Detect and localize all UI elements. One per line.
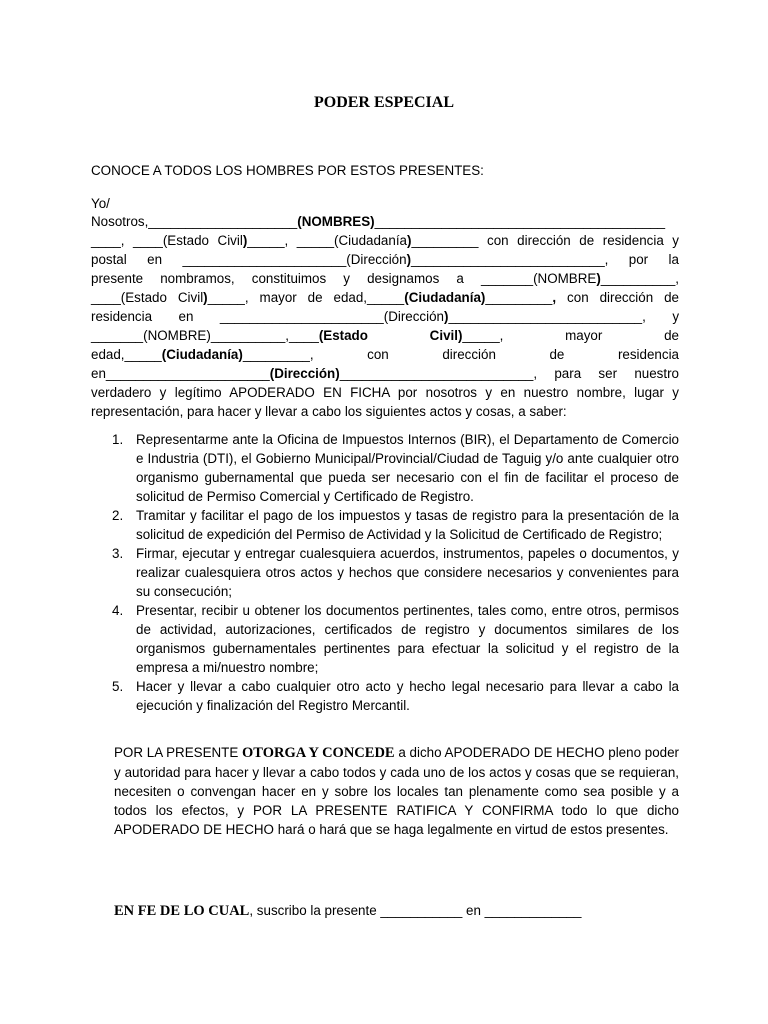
- line-segment: _________: [485, 290, 553, 305]
- line-segment: (Dirección): [269, 366, 340, 381]
- paragraph-line: [91, 250, 679, 269]
- yo-line: Yo/: [91, 196, 110, 211]
- line-segment: __________________________, para ser nuestro: [339, 366, 679, 381]
- line-segment: (Estado Civil): [318, 328, 463, 343]
- grant-paragraph: [114, 743, 679, 839]
- line-segment: _____, mayor de: [462, 328, 680, 343]
- closing-text: , suscribo la presente ___________ en _____________: [249, 903, 582, 918]
- list-item: [91, 677, 679, 715]
- list-text: Presentar, recibir u obtener los documentos pertinentes, tales como, entre otros, permisos de actividad, autorizaciones, certificados de registro y documentos similares de los organismos gubernamentales pertinentes para efectuar la solicitud y el registro de la empresa a mi/nuestro nombre;: [136, 603, 679, 675]
- line-segment: Nosotros,____________________: [91, 214, 298, 229]
- line-segment: ): [242, 233, 248, 248]
- intro-line: CONOCE A TODOS LOS HOMBRES POR ESTOS PRESENTES:: [91, 163, 484, 178]
- line-segment: con dirección de: [556, 290, 680, 305]
- line-segment: ): [406, 252, 412, 267]
- list-number: 3.: [112, 546, 124, 561]
- list-item: [91, 544, 679, 601]
- line-segment: (Ciudadanía): [161, 347, 243, 362]
- line-segment: _____, mayor de edad,_____: [207, 290, 405, 305]
- grant-body-text: a dicho APODERADO DE HECHO pleno poder y autoridad para hacer y llevar a cabo todos y cada uno de los actos y cosas que se requieran, necesiten o convengan hacer en y sobre los locales tan plenamente como sea posible y a todos los efectos, y POR LA PRESENTE RATIFICA Y CONFIRMA todo lo que dicho APODERADO DE HECHO hará o hará que se haga legalmente en virtud de estos presentes.: [114, 745, 679, 837]
- list-number: 1.: [112, 432, 124, 447]
- document-title: PODER ESPECIAL: [313, 94, 455, 111]
- line-segment: presente nombramos, constituimos y designamos a _______(NOMBRE: [91, 271, 597, 286]
- closing-emphasis-text: EN FE DE LO CUAL: [114, 903, 250, 919]
- list-item: [91, 601, 679, 677]
- line-segment: _______(NOMBRE)__________,____: [91, 328, 319, 343]
- paragraph-line: [91, 326, 679, 345]
- line-segment: en______________________: [91, 366, 270, 381]
- list-number: 5.: [112, 679, 124, 694]
- line-segment: _____, _____(Ciudadanía: [247, 233, 407, 248]
- list-number: 2.: [112, 508, 124, 523]
- grant-emphasis-text: OTORGA Y CONCEDE: [242, 745, 395, 761]
- line-segment: representación, para hacer y llevar a cabo los siguientes actos y cosas, a saber:: [91, 404, 567, 419]
- line-segment: (Ciudadanía): [404, 290, 486, 305]
- line-segment: ____, ____(Estado Civil: [91, 233, 243, 248]
- line-segment: edad,_____: [91, 347, 162, 362]
- paragraph-line: [91, 231, 679, 250]
- paragraph-line: [91, 307, 679, 326]
- paragraph-line: [91, 288, 679, 307]
- paragraph-line: [91, 269, 679, 288]
- paragraph-line: [91, 345, 679, 364]
- line-segment: _________ con dirección de residencia y: [411, 233, 680, 248]
- list-item: [91, 430, 679, 506]
- line-segment: _______________________________________: [374, 214, 666, 229]
- list-text: Representarme ante la Oficina de Impuestos Internos (BIR), el Departamento de Comercio e Industria (DTI), el Gobierno Municipal/Provincial/Ciudad de Taguig y/o ante cualquier otro organismo gubernamental que pueda ser necesario con el fin de facilitar el proceso de solicitud de Permiso Comercial y Certificado de Registro.: [136, 432, 679, 504]
- list-number: 4.: [112, 603, 124, 618]
- line-segment: ): [596, 271, 601, 286]
- line-segment: ,: [552, 290, 557, 305]
- grant-intro-text: POR LA PRESENTE: [114, 745, 243, 760]
- line-segment: __________________________, por la: [411, 252, 679, 267]
- line-segment: postal en ______________________(Dirección: [91, 252, 407, 267]
- list-text: Tramitar y facilitar el pago de los impuestos y tasas de registro para la presentación de la solicitud de expedición del Permiso de Actividad y la Solicitud de Certificado de Registro;: [136, 508, 679, 542]
- paragraph-line: [91, 383, 679, 402]
- line-segment: ): [203, 290, 208, 305]
- powers-list: [91, 430, 679, 715]
- line-segment: residencia en ______________________(Dirección: [91, 309, 445, 324]
- list-text: Firmar, ejecutar y entregar cualesquiera acuerdos, instrumentos, papeles o documentos, y realizar cualesquiera otros actos y hechos que considere necesarios y convenientes para su consecución;: [136, 546, 679, 599]
- paragraph-line: [91, 402, 679, 421]
- line-segment: ____(Estado Civil: [91, 290, 204, 305]
- line-segment: _________, con dirección de residencia: [242, 347, 679, 362]
- line-segment: verdadero y legítimo APODERADO EN FICHA por nosotros y en nuestro nombre, lugar y: [91, 385, 679, 400]
- line-segment: ): [444, 309, 449, 324]
- appointment-paragraph: [91, 212, 679, 421]
- list-text: Hacer y llevar a cabo cualquier otro acto y hecho legal necesario para llevar a cabo la ejecución y finalización del Registro Mercantil.: [136, 679, 679, 713]
- line-segment: ): [407, 233, 412, 248]
- line-segment: (NOMBRES): [297, 214, 375, 229]
- line-segment: __________,: [600, 271, 679, 286]
- paragraph-line: [91, 364, 679, 383]
- paragraph-line: [91, 212, 679, 231]
- line-segment: __________________________, y: [448, 309, 680, 324]
- closing-line: [114, 901, 581, 921]
- list-item: [91, 506, 679, 544]
